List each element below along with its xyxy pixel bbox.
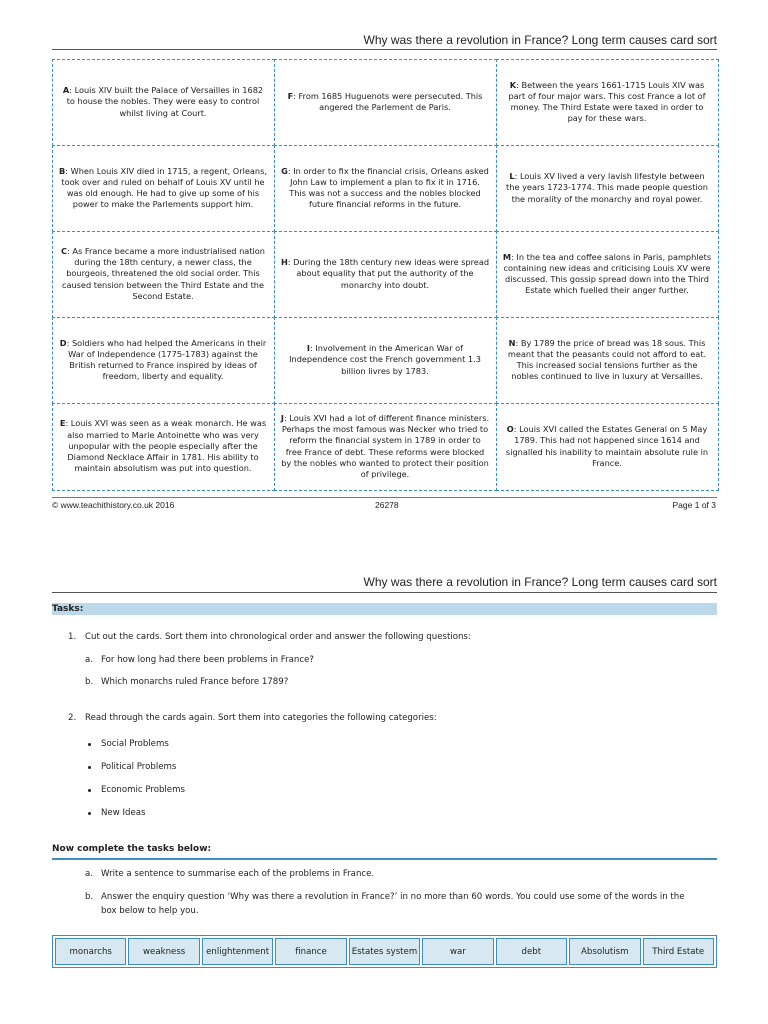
category-item: Economic Problems (101, 785, 185, 795)
bullet-icon (88, 789, 91, 792)
task1b-number: b. (85, 677, 94, 687)
card-d: D: Soldiers who had helped the Americans in their War of Independence (1775-1783) against the British returned to France inspired by ideas of freedom, liberty and equality. (52, 317, 275, 404)
tasks-label: Tasks: (52, 603, 717, 615)
bullet-icon (88, 743, 91, 746)
category-item: Social Problems (101, 739, 169, 749)
task1-text: Cut out the cards. Sort them into chronological order and answer the following questions: (85, 632, 471, 642)
word-bank-item: Absolutism (569, 938, 640, 965)
bullet-icon (88, 766, 91, 769)
taskB-text-line1: Answer the enquiry question ‘Why was there a revolution in France?’ in no more than 60 words. You could use some of the words in the (101, 892, 685, 902)
word-bank-item: war (422, 938, 493, 965)
card-n: N: By 1789 the price of bread was 18 sous. This meant that the peasants could not afford to eat. This increased social tensions further as the nobles continued to live in luxury at Versailles. (496, 317, 719, 404)
card-c: C: As France became a more industrialised nation during the 18th century, a newer class, the bourgeois, threatened the old social order. This caused tension between the Third Estate and the Second Estate. (52, 231, 275, 318)
now-complete-heading: Now complete the tasks below: (52, 844, 212, 854)
card-m: M: In the tea and coffee salons in Paris, pamphlets containing new ideas and criticising Louis XV were discussed. This gossip spread down into the Third Estate which fuelled their anger further. (496, 231, 719, 318)
word-bank (52, 935, 717, 968)
taskA-number: a. (85, 869, 93, 879)
card-l: L: Louis XV lived a very lavish lifestyle between the years 1723-1774. This made people question the morality of the monarchy and royal power. (496, 145, 719, 232)
word-bank-item: debt (496, 938, 567, 965)
card-o: O: Louis XVI called the Estates General on 5 May 1789. This had not happened since 1614 and signalled his inability to maintain absolute rule in France. (496, 403, 719, 491)
category-item: New Ideas (101, 808, 146, 818)
word-bank-item: Third Estate (643, 938, 714, 965)
page-header-2: Why was there a revolution in France? Long term causes card sort (363, 575, 717, 589)
word-bank-item: monarchs (55, 938, 126, 965)
card-k: K: Between the years 1661-1715 Louis XIV was part of four major wars. This cost France a lot of money. The Third Estate were taxed in order to pay for these wars. (496, 59, 719, 146)
word-bank-item: Estates system (349, 938, 420, 965)
header-rule-2 (52, 592, 717, 593)
header-rule (52, 49, 717, 50)
task2-text: Read through the cards again. Sort them into categories the following categories: (85, 713, 437, 723)
word-bank-item: enlightenment (202, 938, 273, 965)
taskB-text-line2: box below to help you. (101, 906, 199, 916)
footer-copyright: © www.teachithistory.co.uk 2016 (52, 500, 175, 510)
card-b: B: When Louis XIV died in 1715, a regent, Orleans, took over and ruled on behalf of Louis XV until he was old enough. He had to give up some of his power to make the Parlements support him. (52, 145, 275, 232)
taskA-text: Write a sentence to summarise each of the problems in France. (101, 869, 375, 879)
card-j: J: Louis XVI had a lot of different finance ministers. Perhaps the most famous was Necker who tried to reform the financial system in 1789 in order to free France of debt. These reforms were blocked by the nobles who wanted to protect their position of privilege. (274, 403, 497, 491)
word-bank-item: weakness (128, 938, 199, 965)
card-f: F: From 1685 Huguenots were persecuted. This angered the Parlement de Paris. (274, 59, 497, 146)
card-grid (52, 59, 718, 490)
word-bank-item: finance (275, 938, 346, 965)
task1a-text: For how long had there been problems in France? (101, 655, 314, 665)
task1a-number: a. (85, 655, 93, 665)
card-e: E: Louis XVI was seen as a weak monarch. He was also married to Marie Antoinette who was very unpopular with the people especially after the Diamond Necklace Affair in 1781. His ability to maintain absolutism was put into question. (52, 403, 275, 491)
footer-rule (52, 497, 717, 498)
task1-number: 1. (68, 632, 77, 642)
task1b-text: Which monarchs ruled France before 1789? (101, 677, 289, 687)
card-a: A: Louis XIV built the Palace of Versailles in 1682 to house the nobles. They were easy to control whilst living at Court. (52, 59, 275, 146)
footer-doc-number: 26278 (375, 500, 399, 510)
bullet-icon (88, 812, 91, 815)
task2-number: 2. (68, 713, 77, 723)
footer-page-number: Page 1 of 3 (672, 500, 716, 510)
card-g: G: In order to fix the financial crisis, Orleans asked John Law to implement a plan to fix it in 1716. This was not a success and the nobles blocked future financial reforms in the future. (274, 145, 497, 232)
page-header: Why was there a revolution in France? Long term causes card sort (363, 33, 717, 47)
heading-rule (52, 858, 717, 860)
card-i: I: Involvement in the American War of Independence cost the French government 1.3 billion livres by 1783. (274, 317, 497, 404)
taskB-number: b. (85, 892, 94, 902)
category-item: Political Problems (101, 762, 177, 772)
card-h: H: During the 18th century new ideas were spread about equality that put the authority of the monarchy into doubt. (274, 231, 497, 318)
